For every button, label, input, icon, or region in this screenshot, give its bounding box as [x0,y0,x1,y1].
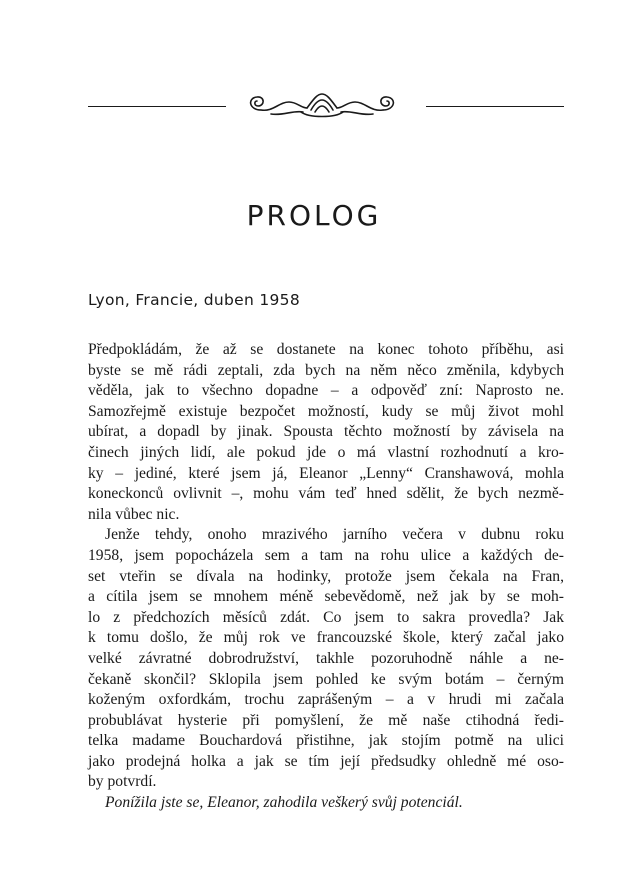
text-line: 1958, jsem popocházela sem a tam na rohu ulice a každých de- [88,546,564,564]
text-line: velké závratné dobrodružství, takhle pozoruhodně náhle a ne- [88,649,564,667]
text-line: byste se mě rádi zeptali, zda bych na něm něco změnila, kdybych [88,361,564,379]
italic-text-line: Ponížila jste se, Eleanor, zahodila veškerý svůj potenciál. [105,794,463,812]
text-line: věděla, jak to všechno dopadne – a odpověď zní: Naprosto ne. [88,382,564,400]
text-line: k tomu došlo, že můj rok ve francouzské škole, který začal jako [88,629,564,647]
chapter-title: PROLOG [246,198,382,232]
paragraph [88,793,564,814]
place-date-heading: Lyon, Francie, duben 1958 [88,291,300,309]
text-line: probublávat hysterie při pomyšlení, že mě naše ctihodná ředi- [88,711,564,729]
text-line: by potvrdí. [88,773,157,791]
text-line: Předpokládám, že až se dostanete na konec tohoto příběhu, asi [88,341,564,358]
paragraph [88,340,564,525]
text-line: a cítila jsem se mnohem méně sebevědomě, než jak by se moh- [88,588,564,606]
flourish-ornament-icon [243,88,401,124]
text-line: Samozřejmě existuje bezpočet možností, kudy se můj život mohl [88,402,564,420]
text-line: koneckonců ovlivnit –, mohu vám teď hned sdělit, že bych nezmě- [88,485,564,503]
text-line: čekaně skončil? Sklopila jsem pohled ke svým botám – černým [88,670,564,688]
text-line: ubírat, a dopadl by jinak. Spousta těchto možností by závisela na [88,423,564,441]
text-line: set vteřin se dívala na hodinky, protože jsem čekala na Fran, [88,567,564,585]
ornament-rule-right [426,106,564,107]
text-line: telka madame Bouchardová přistihne, jak stojím potmě na ulici [88,732,564,750]
text-line: činech jiných lidí, ale pokud jde o má vlastní rozhodnutí a kro- [88,443,564,461]
text-line: jako prodejná holka a jak se tím její předsudky ohledně mé oso- [88,752,564,770]
text-line: Jenže tehdy, onoho mrazivého jarního večera v dubnu roku [105,526,564,544]
text-line: koženým oxfordkám, trochu zaprášeným – a v hrudi mi začala [88,691,564,709]
text-line: nila vůbec nic. [88,505,180,523]
paragraph [88,525,564,793]
text-line: ky – jediné, které jsem já, Eleanor „Lenny“ Cranshawová, mohla [88,464,564,482]
body-text [88,340,564,814]
ornament-rule-left [88,106,226,107]
text-line: lo z předchozích měsíců zdát. Co jsem to sakra provedla? Jak [88,608,564,626]
